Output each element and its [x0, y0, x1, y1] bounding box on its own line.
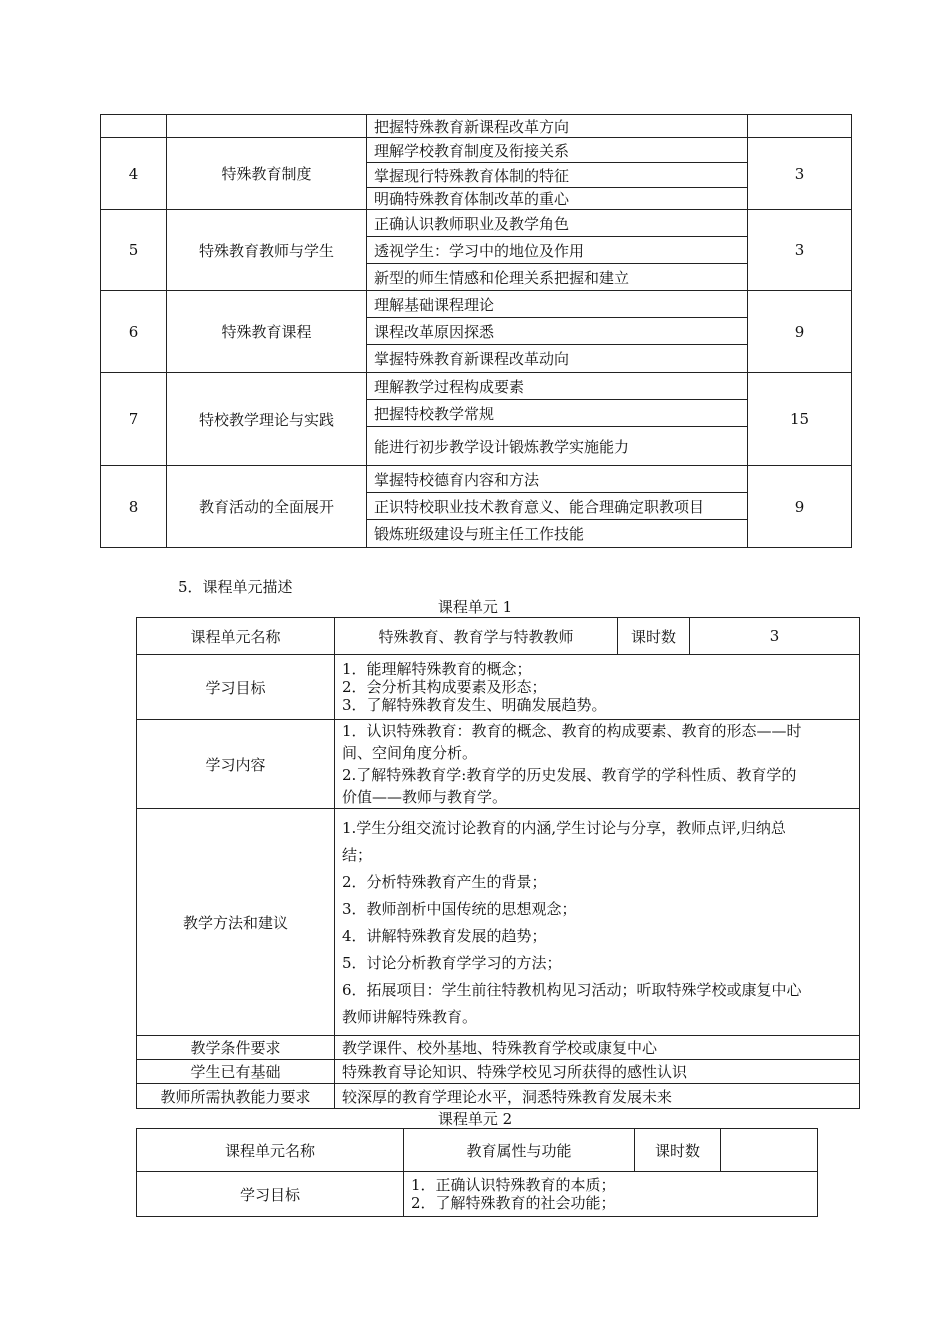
ability-label: 教师所需执教能力要求: [137, 1084, 335, 1109]
hours-label: 课时数: [635, 1129, 721, 1172]
methods-label: 教学方法和建议: [137, 809, 335, 1036]
unit-number: 7: [101, 373, 167, 466]
learning-item: 把握特校教学常规: [367, 400, 748, 427]
hours-value: 3: [690, 618, 860, 655]
list-line: 2．会分析其构成要素及形态；: [342, 678, 547, 696]
basis-label: 学生已有基础: [137, 1060, 335, 1084]
learning-item: 把握特殊教育新课程改革方向: [367, 115, 748, 138]
unit-topic: 特校教学理论与实践: [167, 373, 367, 466]
learning-item: 掌握特校德育内容和方法: [367, 466, 748, 493]
list-line: 1．认识特殊教育：教育的概念、教育的构成要素、教育的形态——时: [342, 722, 802, 740]
unit-number: 5: [101, 210, 167, 291]
section-title: 5．课程单元描述: [178, 578, 293, 596]
unit-hours: 9: [748, 466, 852, 548]
unit-name-label: 课程单元名称: [137, 618, 335, 655]
outline-row: [101, 373, 852, 400]
unit-hours: 9: [748, 291, 852, 373]
learning-item: 掌握现行特殊教育体制的特征: [367, 163, 748, 188]
goals-list: [404, 1172, 818, 1217]
list-line: 结；: [342, 846, 373, 864]
outline-row: [101, 138, 852, 163]
unit-number: [101, 115, 167, 138]
unit1-name-row: [137, 618, 860, 655]
list-line: 间、空间角度分析。: [342, 744, 478, 762]
list-line: 教师讲解特殊教育。: [342, 1008, 478, 1026]
list-line: 2．分析特殊教育产生的背景；: [342, 873, 547, 891]
unit-number: 4: [101, 138, 167, 210]
unit-hours: [748, 115, 852, 138]
hours-value: [721, 1129, 818, 1172]
hours-label: 课时数: [618, 618, 690, 655]
list-line: 价值——教师与教育学。: [342, 788, 508, 806]
outline-row: [101, 210, 852, 237]
list-line: 3．教师剖析中国传统的思想观念；: [342, 900, 577, 918]
unit2-goals-row: [137, 1172, 818, 1217]
list-line: 2．了解特殊教育的社会功能；: [411, 1194, 616, 1212]
unit2-caption: 课程单元 2: [437, 1110, 513, 1128]
unit-hours: 3: [748, 210, 852, 291]
list-line: 6．拓展项目：学生前往特教机构见习活动；听取特殊学校或康复中心: [342, 981, 802, 999]
goals-list: [335, 655, 860, 720]
unit1-conditions-row: [137, 1036, 860, 1060]
unit2-name-row: [137, 1129, 818, 1172]
learning-item: 理解基础课程理论: [367, 291, 748, 318]
learning-item: 正识特校职业技术教育意义、能合理确定职教项目: [367, 493, 748, 520]
learning-item: 课程改革原因探悉: [367, 318, 748, 345]
list-line: 1．能理解特殊教育的概念；: [342, 660, 532, 678]
conditions-label: 教学条件要求: [137, 1036, 335, 1060]
unit-topic: 特殊教育教师与学生: [167, 210, 367, 291]
unit1-ability-row: [137, 1084, 860, 1109]
unit2-table: [136, 1128, 818, 1217]
list-line: 1.学生分组交流讨论教育的内涵,学生讨论与分享，教师点评,归纳总: [342, 819, 786, 837]
unit-number: 8: [101, 466, 167, 548]
learning-item: 能进行初步教学设计锻炼教学实施能力: [367, 427, 748, 466]
unit-name-label: 课程单元名称: [137, 1129, 404, 1172]
unit-hours: 15: [748, 373, 852, 466]
unit-topic: [167, 115, 367, 138]
outline-row: [101, 115, 852, 138]
unit-topic: 教育活动的全面展开: [167, 466, 367, 548]
learning-item: 理解教学过程构成要素: [367, 373, 748, 400]
unit1-content-row: [137, 720, 860, 809]
list-line: 1．正确认识特殊教育的本质；: [411, 1176, 616, 1194]
unit1-methods-row: [137, 809, 860, 1036]
unit1-caption: 课程单元 1: [437, 598, 513, 616]
unit-topic: 特殊教育课程: [167, 291, 367, 373]
list-line: 2.了解特殊教育学:教育学的历史发展、教育学的学科性质、教育学的: [342, 766, 797, 784]
unit1-goals-row: [137, 655, 860, 720]
unit1-table: [136, 617, 860, 1109]
learning-item: 掌握特殊教育新课程改革动向: [367, 345, 748, 373]
learning-item: 理解学校教育制度及衔接关系: [367, 138, 748, 163]
unit-name-value: 特殊教育、教育学与特教教师: [335, 618, 618, 655]
goals-label: 学习目标: [137, 1172, 404, 1217]
goals-label: 学习目标: [137, 655, 335, 720]
list-line: 5．讨论分析教育学学习的方法；: [342, 954, 562, 972]
unit-topic: 特殊教育制度: [167, 138, 367, 210]
unit-number: 6: [101, 291, 167, 373]
unit-hours: 3: [748, 138, 852, 210]
outline-row: [101, 466, 852, 493]
methods-list: [335, 809, 860, 1036]
conditions-value: 教学课件、校外基地、特殊教育学校或康复中心: [335, 1036, 860, 1060]
content-label: 学习内容: [137, 720, 335, 809]
content-list: [335, 720, 860, 809]
learning-item: 透视学生：学习中的地位及作用: [367, 237, 748, 264]
unit-name-value: 教育属性与功能: [404, 1129, 635, 1172]
course-outline-table: [100, 114, 852, 548]
basis-value: 特殊教育导论知识、特殊学校见习所获得的感性认识: [335, 1060, 860, 1084]
list-line: 4．讲解特殊教育发展的趋势；: [342, 927, 547, 945]
outline-row: [101, 291, 852, 318]
learning-item: 明确特殊教育体制改革的重心: [367, 188, 748, 210]
learning-item: 锻炼班级建设与班主任工作技能: [367, 520, 748, 548]
ability-value: 较深厚的教育学理论水平，洞悉特殊教育发展未来: [335, 1084, 860, 1109]
list-line: 3．了解特殊教育发生、明确发展趋势。: [342, 696, 607, 714]
unit1-basis-row: [137, 1060, 860, 1084]
learning-item: 新型的师生情感和伦理关系把握和建立: [367, 264, 748, 291]
learning-item: 正确认识教师职业及教学角色: [367, 210, 748, 237]
